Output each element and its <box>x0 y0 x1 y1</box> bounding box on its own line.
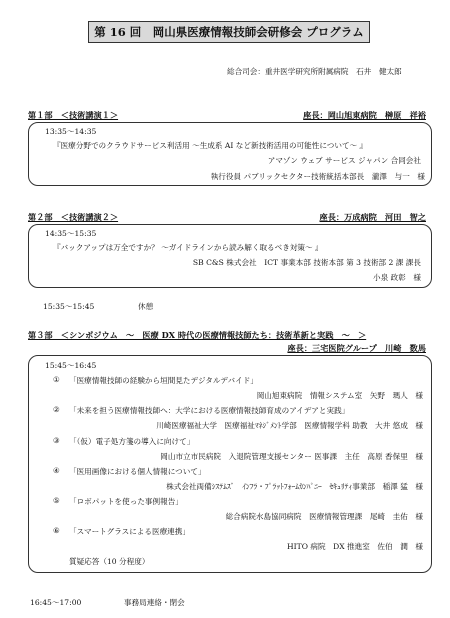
part2-speaker-org: SB C&S 株式会社 ICT 事業本部 技術本部 第 3 技術部 2 課 課長 <box>192 258 421 267</box>
symposium-item-4-title: 「医用画像における個人情報について」 <box>69 467 206 476</box>
symposium-item-3-speaker: 岡山市立市民病院 入退院管理支援センター 医事課 主任 高原 香保里 様 <box>160 452 423 461</box>
symposium-item-6-speaker: HITO 病院 DX 推進室 佐伯 潤 様 <box>287 542 423 551</box>
break-label: 休憩 <box>138 302 154 311</box>
symposium-item-5-num: ⑤ <box>53 496 60 505</box>
program-title: 第 16 回 岡山県医療情報技師会研修会 プログラム <box>88 21 370 43</box>
part1-chair: 座長：岡山旭東病院 榊原 祥裕 <box>303 110 426 120</box>
part2-talk-title: 『バックアップは万全ですか？ ～ガイドラインから読み解く取るべき対策～ 』 <box>53 243 323 252</box>
symposium-item-4-num: ④ <box>53 466 60 475</box>
moderator-line: 総合司会：重井医学研究所附属病院 石井 健太郎 <box>227 67 402 76</box>
symposium-item-4-speaker: 株式会社両備ｼｽﾃﾑｽﾞ ｲﾝﾌﾗ・ﾌﾟﾗｯﾄﾌｫｰﾑｶﾝﾊﾟﾆｰ ｾｷｭﾘﾃｨ事業部 稲澤 猛 様 <box>166 482 423 491</box>
symposium-item-2-title: 「未来を担う医療情報技師へ：大学における医療情報技師育成のアイデアと実践」 <box>69 406 350 415</box>
symposium-item-3-num: ③ <box>53 436 60 445</box>
break-time: 15:35～15:45 <box>43 302 95 311</box>
part1-heading: 第１部 ＜技術講演１＞ <box>28 110 119 120</box>
part2-box <box>28 224 432 288</box>
part1-speaker: 執行役員 パブリックセクター技術統括本部長 瀧澤 与一 様 <box>210 172 425 181</box>
symposium-item-1-num: ① <box>53 375 60 384</box>
part3-heading: 第３部 ＜シンポジウム ～ 医療 DX 時代の医療情報技師たち：技術革新と実践 ～ ＞ <box>28 330 367 340</box>
part1-speaker-org: アマゾン ウェブ サービス ジャパン 合同会社 <box>267 156 421 165</box>
part1-box <box>28 122 432 186</box>
symposium-item-3-title: 「（仮）電子処方箋の導入に向けて」 <box>69 437 195 446</box>
qa-line: 質疑応答（10 分程度） <box>69 557 150 566</box>
symposium-item-2-num: ② <box>53 405 60 414</box>
symposium-item-5-speaker: 総合病院水島協同病院 医療情報管理課 尾崎 圭佑 様 <box>225 512 423 521</box>
part3-chair-row <box>28 343 432 355</box>
part3-chair: 座長：三宅医院グループ 川崎 数馬 <box>287 343 426 353</box>
closing-time: 16:45～17:00 <box>30 598 82 607</box>
symposium-item-5-title: 「ロボパットを使った事例報告」 <box>69 497 183 506</box>
part3-time: 15:45～16:45 <box>45 361 97 370</box>
part3-heading-row <box>28 330 432 342</box>
part2-chair: 座長：万成病院 河田 智之 <box>319 212 426 222</box>
symposium-item-2-speaker: 川崎医療福祉大学 医療福祉ﾏﾈｼﾞﾒﾝﾄ学部 医療情報学科 助教 大井 悠成 様 <box>156 421 423 430</box>
closing-label: 事務局連絡・閉会 <box>124 598 185 607</box>
symposium-item-6-title: 「スマートグラスによる医療連携」 <box>69 527 190 536</box>
symposium-item-1-speaker: 岡山旭東病院 情報システム室 矢野 瑪人 様 <box>256 391 423 400</box>
part2-heading: 第２部 ＜技術講演２＞ <box>28 212 119 222</box>
part1-heading-row <box>28 110 432 122</box>
part3-box <box>28 355 432 573</box>
part1-talk-title: 『医療分野でのクラウドサービス利活用 ～生成系 AI など新技術活用の可能性について～ 』 <box>53 141 368 150</box>
part1-time: 13:35～14:35 <box>45 127 97 136</box>
symposium-item-1-title: 「医療情報技師の経験から垣間見たデジタルデバイド」 <box>69 376 258 385</box>
symposium-item-6-num: ⑥ <box>53 526 60 535</box>
part2-time: 14:35～15:35 <box>45 229 97 238</box>
part2-speaker: 小泉 政彰 様 <box>373 273 421 282</box>
part2-heading-row <box>28 212 432 224</box>
